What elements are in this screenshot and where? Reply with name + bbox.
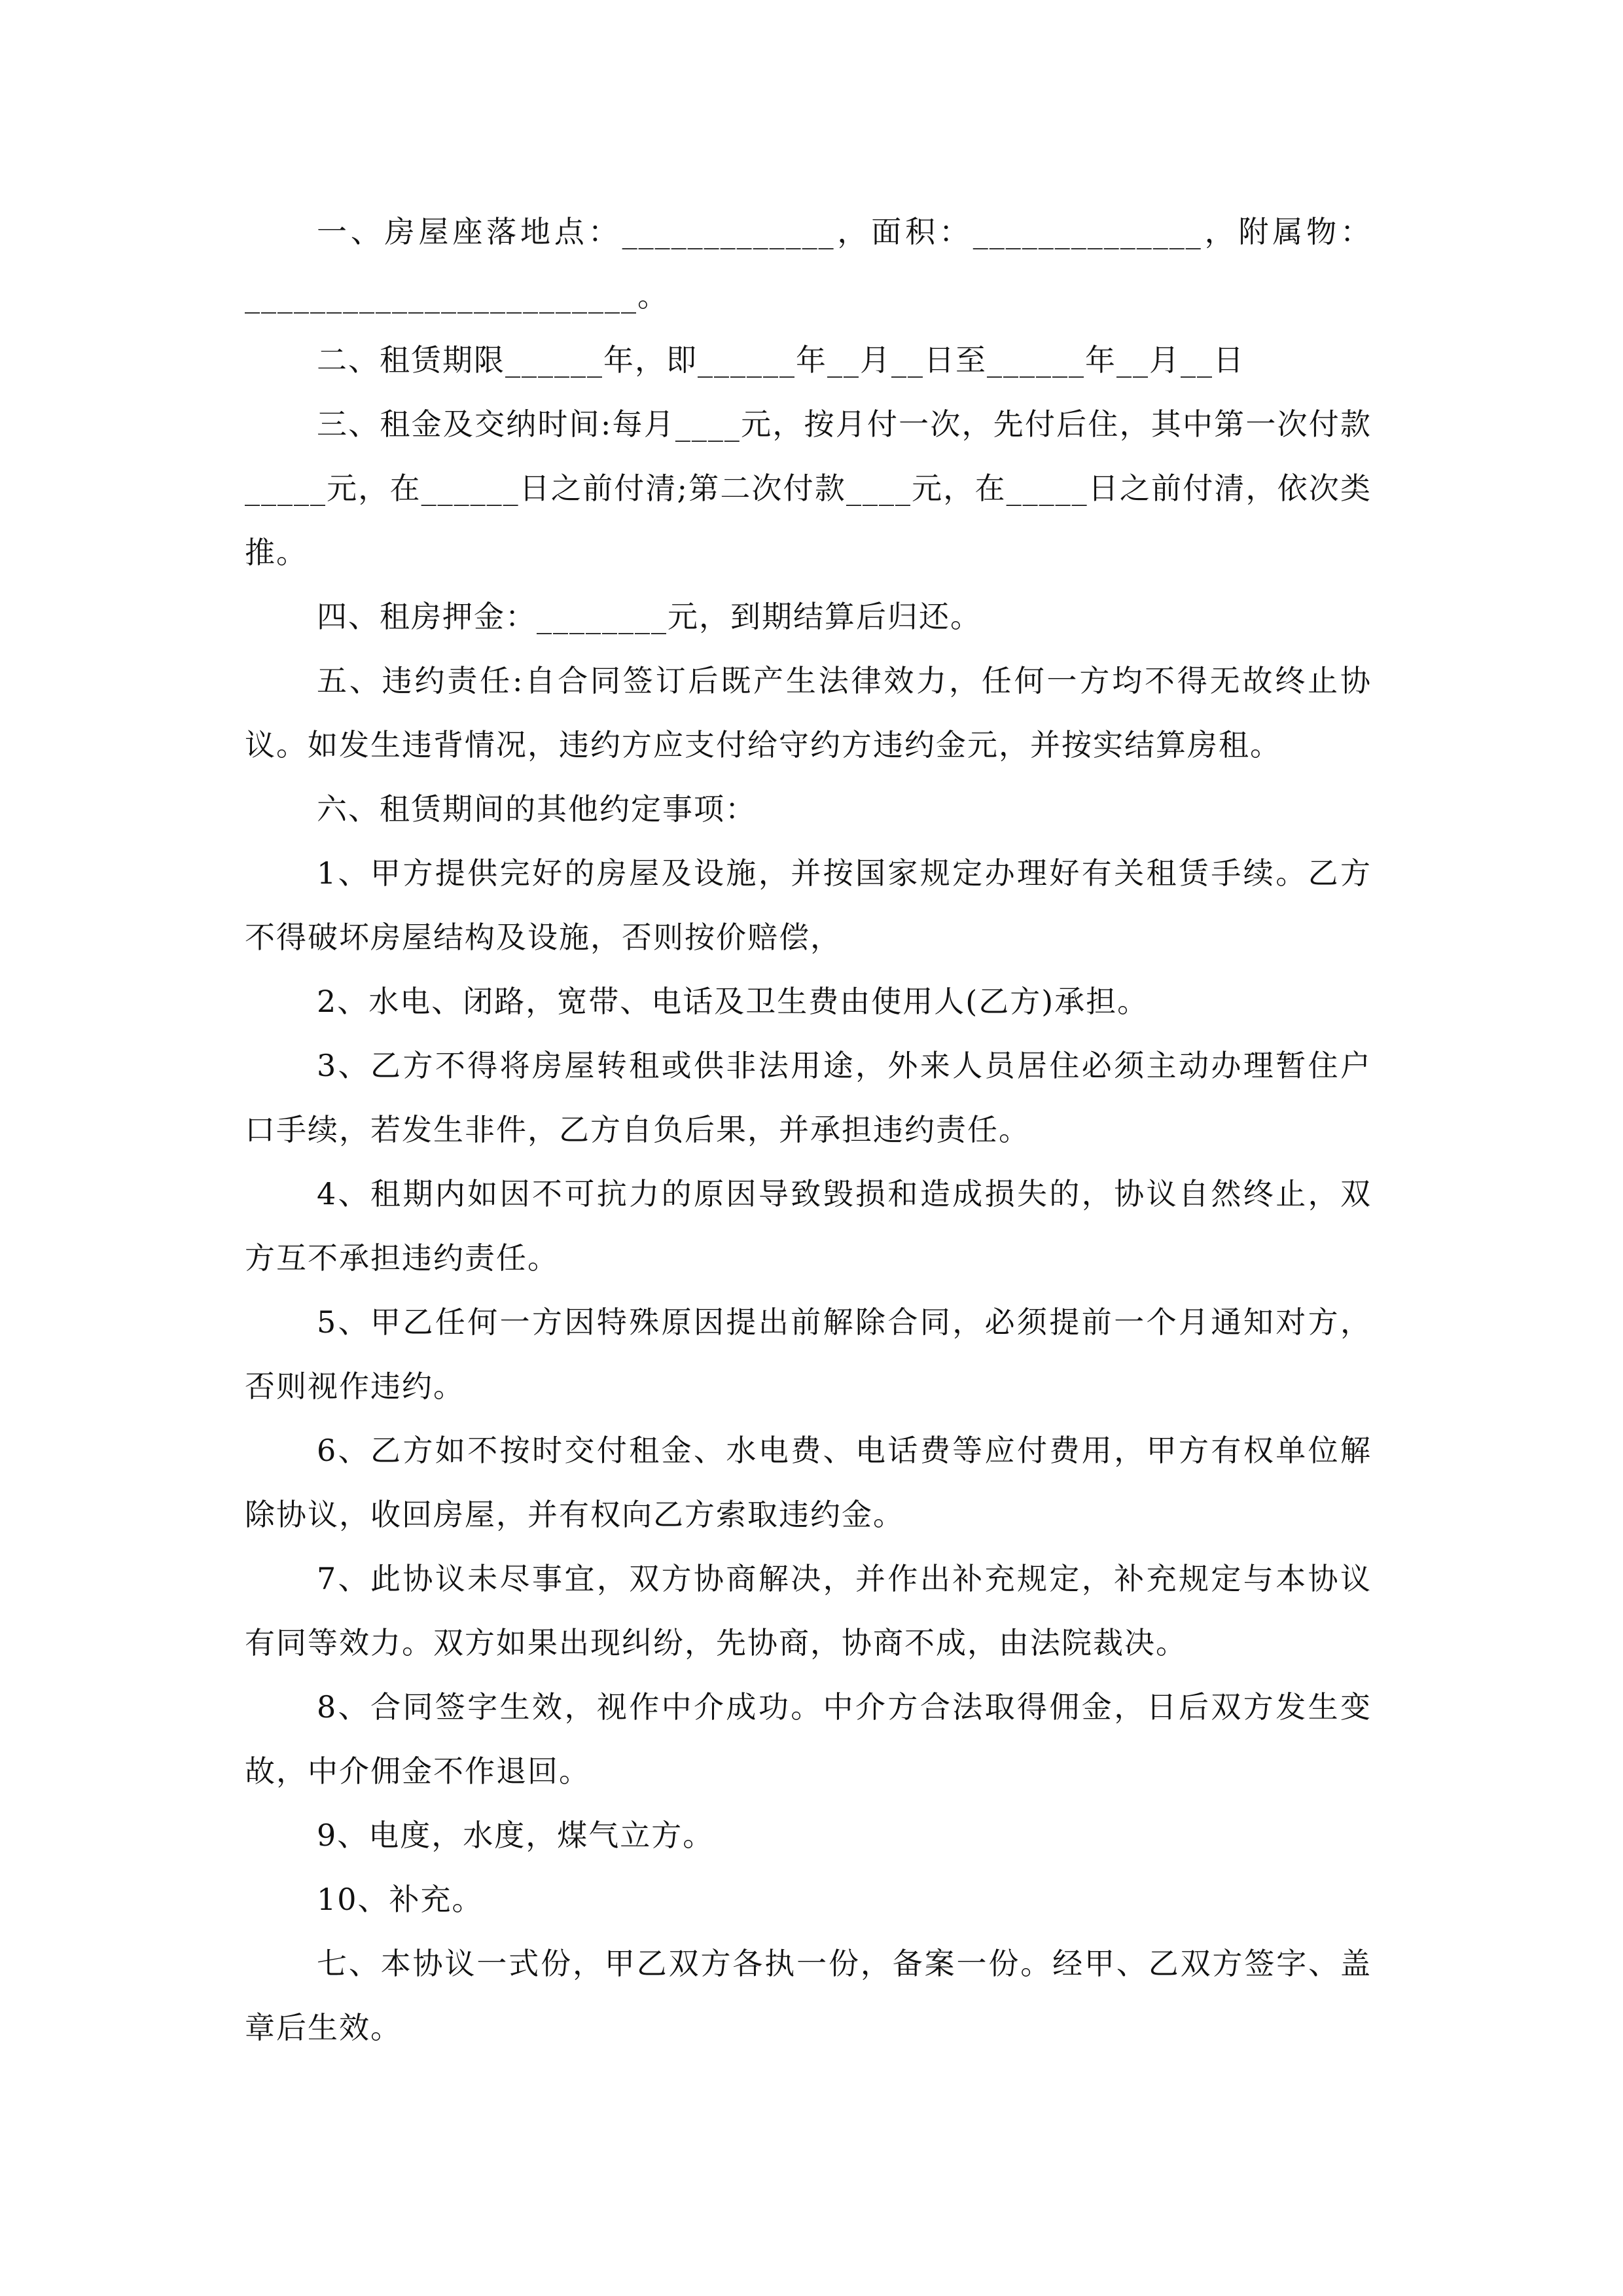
clause-copies-effective: 七、本协议一式份，甲乙双方各执一份，备案一份。经甲、乙双方签字、盖章后生效。 <box>245 1946 1372 2045</box>
clause-location: 一、房屋座落地点：_____________，面积：______________，附属物：________________________。 <box>245 214 1372 314</box>
term-item-5: 5、甲乙任何一方因特殊原因提出前解除合同，必须提前一个月通知对方，否则视作违约。 <box>245 1304 1372 1404</box>
clause-other-terms-heading: 六、租赁期间的其他约定事项： <box>317 791 757 827</box>
term-item-4: 4、租期内如因不可抗力的原因导致毁损和造成损失的，协议自然终止，双方互不承担违约责任。 <box>245 1176 1372 1276</box>
term-item-2: 2、水电、闭路，宽带、电话及卫生费由使用人(乙方)承担。 <box>317 984 1149 1019</box>
contract-body <box>245 200 1372 2060</box>
term-item-8: 8、合同签字生效，视作中介成功。中介方合法取得佣金，日后双方发生变故，中介佣金不作退回。 <box>245 1689 1372 1789</box>
term-item-10: 10、补充。 <box>317 1882 484 1917</box>
term-item-6: 6、乙方如不按时交付租金、水电费、电话费等应付费用，甲方有权单位解除协议，收回房屋，并有权向乙方索取违约金。 <box>245 1433 1372 1532</box>
clause-rent-payment: 三、租金及交纳时间:每月____元，按月付一次，先付后住，其中第一次付款_____元，在______日之前付清;第二次付款____元，在_____日之前付清，依次类推。 <box>245 406 1372 570</box>
term-item-1: 1、甲方提供完好的房屋及设施，并按国家规定办理好有关租赁手续。乙方不得破坏房屋结构及设施，否则按价赔偿， <box>245 855 1372 955</box>
term-item-7: 7、此协议未尽事宜，双方协商解决，并作出补充规定，补充规定与本协议有同等效力。双方如果出现纠纷，先协商，协商不成，由法院裁决。 <box>245 1561 1372 1660</box>
term-item-9: 9、电度，水度，煤气立方。 <box>317 1818 715 1853</box>
clause-breach: 五、违约责任:自合同签订后既产生法律效力，任何一方均不得无故终止协议。如发生违背情况，违约方应支付给守约方违约金元，并按实结算房租。 <box>245 663 1372 762</box>
term-item-3: 3、乙方不得将房屋转租或供非法用途，外来人员居住必须主动办理暂住户口手续，若发生非件，乙方自负后果，并承担违约责任。 <box>245 1048 1372 1147</box>
clause-deposit: 四、租房押金：________元，到期结算后归还。 <box>317 599 982 634</box>
clause-lease-term: 二、租赁期限______年，即______年__月__日至______年__月__日 <box>317 342 1245 378</box>
